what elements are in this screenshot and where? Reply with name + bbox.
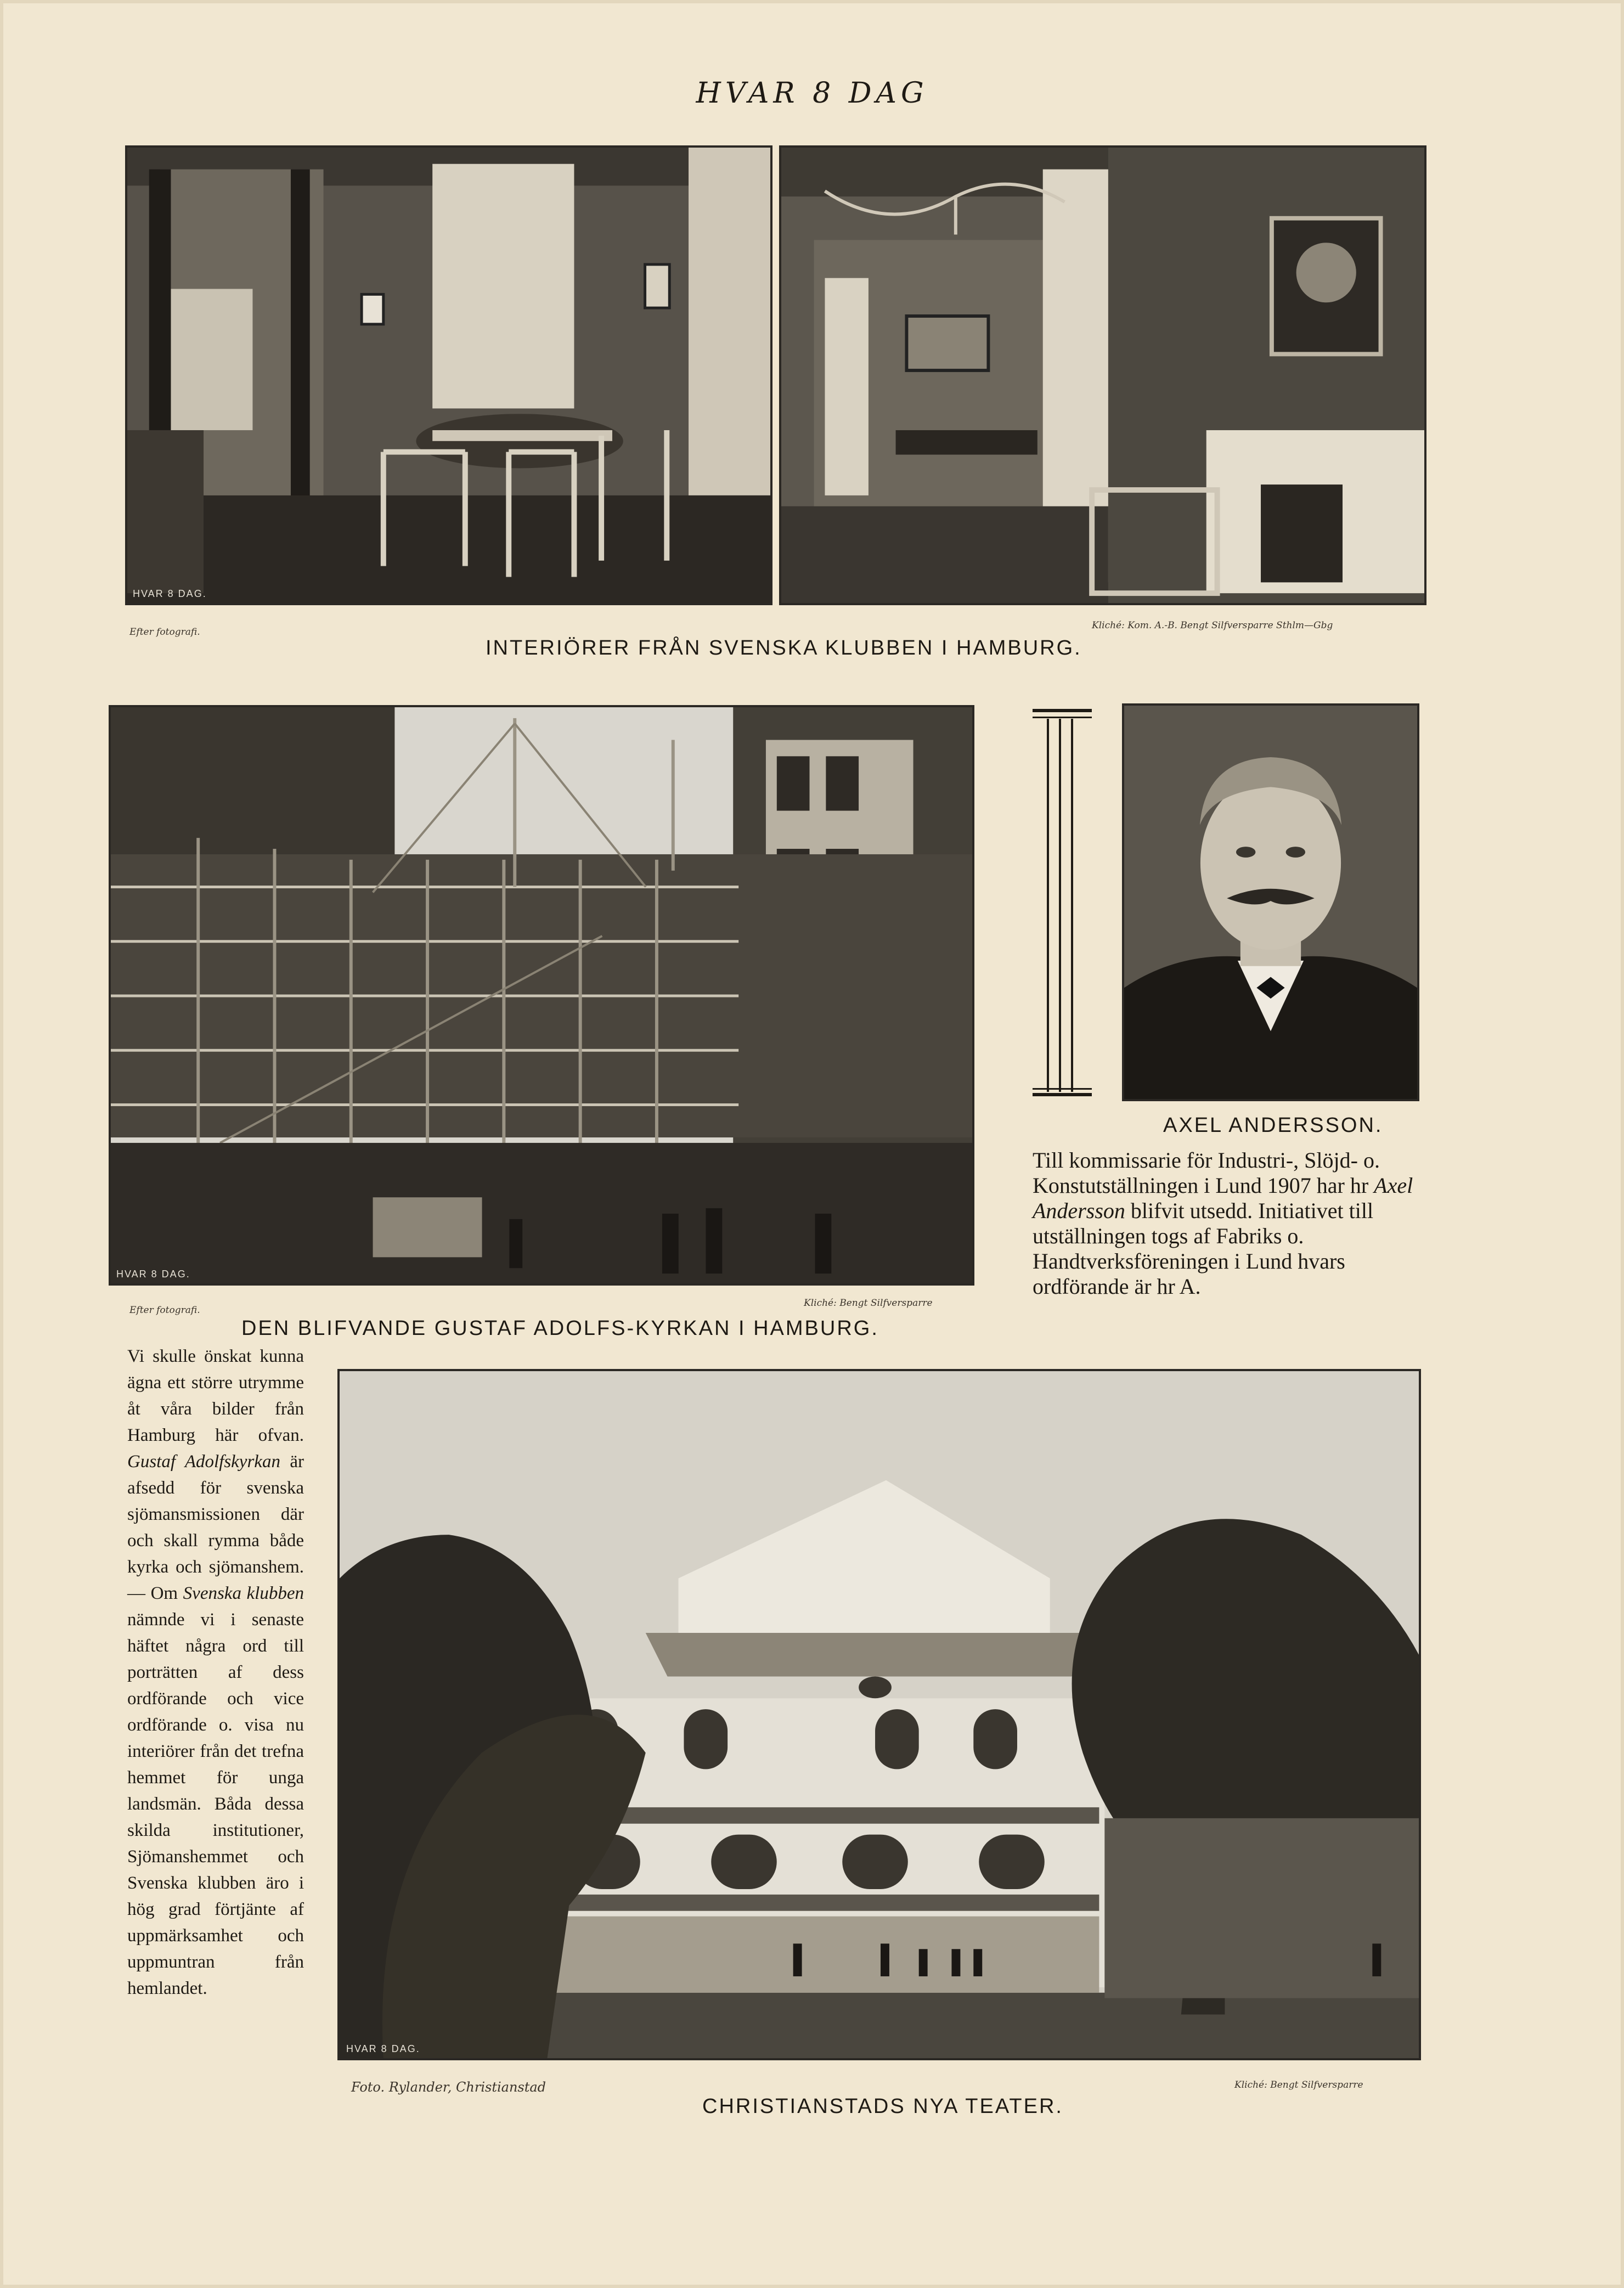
church-watermark: HVAR 8 DAG.: [116, 1269, 190, 1280]
decorative-rule-top-2: [1033, 717, 1092, 718]
decorative-rule-top: [1033, 709, 1092, 712]
article-column: [127, 1343, 304, 2002]
portrait-caption: AXEL ANDERSSON.: [1163, 1114, 1383, 1137]
decorative-rule-line-2: [1059, 719, 1061, 1092]
church-construction-photo: [109, 705, 974, 1286]
decorative-rule-line-1: [1047, 719, 1049, 1092]
christianstad-theater-photo: [337, 1369, 1421, 2060]
decorative-rule-line-3: [1071, 719, 1073, 1092]
portrait-text-part-2: blifvit utsedd. Initiativet till utställningen togs af Fabriks o. Handtverksföreningen i Lund hvars ordförande är hr A.: [1033, 1198, 1374, 1299]
theater-caption: CHRISTIANSTADS NYA TEATER.: [702, 2095, 1063, 2118]
theater-cliche-credit: Kliché: Bengt Silfversparre: [1234, 2080, 1363, 2090]
interiors-caption: INTERIÖRER FRÅN SVENSKA KLUBBEN I HAMBURG.: [486, 636, 1082, 660]
axel-andersson-portrait: [1122, 703, 1419, 1101]
interiors-cliche-credit: Kliché: Kom. A.-B. Bengt Silfversparre Sthlm—Gbg: [1092, 620, 1333, 631]
church-cliche-credit: Kliché: Bengt Silfversparre: [804, 1298, 933, 1309]
decorative-rule-bottom: [1033, 1093, 1092, 1096]
interiors-photo-credit: Efter fotografi.: [129, 627, 200, 638]
article-part-3: nämnde vi i senaste häftet några ord till porträtten af dess ordförande och vice ordförande o. visa nu interiörer från det trefna hemmet för unga landsmän. Båda dessa skilda institutioner, Sjömanshemmet och Svenska klubben äro i hög grad förtjänte af uppmärksamhet och uppmuntran från hemlandet.: [127, 1610, 304, 1998]
interior-watermark: HVAR 8 DAG.: [133, 588, 207, 599]
church-caption: DEN BLIFVANDE GUSTAF ADOLFS-KYRKAN I HAMBURG.: [241, 1317, 879, 1340]
interior-billiard-room-photo: [779, 145, 1426, 605]
article-club-name: Svenska klubben: [183, 1583, 304, 1603]
article-part-1: Vi skulle önskat kunna ägna ett större utrymme åt våra bilder från Hamburg här ofvan.: [127, 1346, 304, 1445]
interior-dining-room-photo: [125, 145, 772, 605]
theater-photo-credit: Foto. Rylander, Christianstad: [351, 2080, 546, 2095]
decorative-rule-bottom-2: [1033, 1088, 1092, 1090]
portrait-text-part-1: Till kommissarie för Industri-, Slöjd- o. Konstutställningen i Lund 1907 har hr: [1033, 1148, 1380, 1198]
article-church-name: Gustaf Adolfskyrkan: [127, 1452, 280, 1472]
church-photo-credit: Efter fotografi.: [129, 1305, 200, 1316]
portrait-description: [1033, 1148, 1428, 1299]
article-part-2: är afsedd för svenska sjömansmissionen där och skall rymma både kyrka och sjömanshem. — Om: [127, 1452, 304, 1603]
page-title: HVAR 8 DAG: [696, 77, 928, 110]
theater-watermark: HVAR 8 DAG.: [346, 2043, 420, 2054]
portrait-name: Axel Andersson: [1033, 1173, 1413, 1223]
